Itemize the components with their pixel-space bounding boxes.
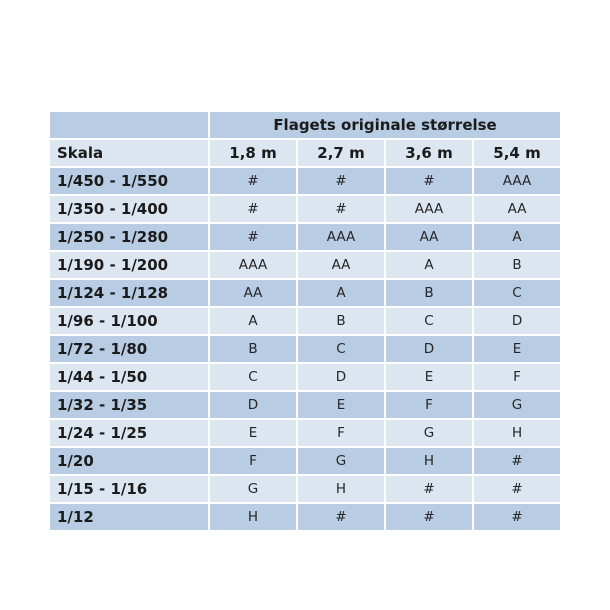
skala-cell: 1/96 - 1/100 [50,308,208,334]
table-title-row [50,112,560,138]
skala-cell: 1/12 [50,504,208,530]
skala-cell: 1/72 - 1/80 [50,336,208,362]
size-column-header: 2,7 m [298,140,384,166]
table-row [50,504,560,530]
skala-cell: 1/20 [50,448,208,474]
size-value-cell: # [298,504,384,530]
size-value-cell: B [298,308,384,334]
size-value-cell: H [210,504,296,530]
size-value-cell: C [298,336,384,362]
size-value-cell: AA [386,224,472,250]
size-value-cell: AAA [386,196,472,222]
size-value-cell: G [210,476,296,502]
size-value-cell: F [386,392,472,418]
table-row [50,196,560,222]
size-value-cell: C [474,280,560,306]
skala-cell: 1/190 - 1/200 [50,252,208,278]
size-value-cell: H [386,448,472,474]
size-value-cell: D [474,308,560,334]
size-value-cell: C [386,308,472,334]
size-value-cell: C [210,364,296,390]
size-value-cell: # [298,196,384,222]
size-value-cell: E [210,420,296,446]
size-value-cell: AAA [210,252,296,278]
table-row [50,364,560,390]
corner-blank-cell [50,112,208,138]
size-value-cell: # [386,504,472,530]
size-value-cell: # [474,504,560,530]
size-value-cell: F [210,448,296,474]
size-value-cell: AA [210,280,296,306]
size-value-cell: G [298,448,384,474]
table-row [50,224,560,250]
table-row [50,308,560,334]
size-value-cell: A [474,224,560,250]
size-value-cell: B [474,252,560,278]
size-value-cell: AAA [298,224,384,250]
size-value-cell: # [386,168,472,194]
size-value-cell: # [210,224,296,250]
size-value-cell: A [210,308,296,334]
size-value-cell: A [386,252,472,278]
size-value-cell: # [210,196,296,222]
table-row [50,336,560,362]
skala-column-header: Skala [50,140,208,166]
size-value-cell: F [298,420,384,446]
size-value-cell: D [210,392,296,418]
skala-cell: 1/450 - 1/550 [50,168,208,194]
size-value-cell: E [474,336,560,362]
size-value-cell: E [386,364,472,390]
table-row [50,420,560,446]
size-column-header: 3,6 m [386,140,472,166]
skala-cell: 1/250 - 1/280 [50,224,208,250]
size-value-cell: F [474,364,560,390]
skala-cell: 1/350 - 1/400 [50,196,208,222]
size-value-cell: AA [298,252,384,278]
size-value-cell: G [386,420,472,446]
column-header-row [50,140,560,166]
size-value-cell: B [210,336,296,362]
size-value-cell: D [386,336,472,362]
size-value-cell: # [298,168,384,194]
table-row [50,280,560,306]
table-row [50,448,560,474]
skala-cell: 1/24 - 1/25 [50,420,208,446]
size-value-cell: AA [474,196,560,222]
table-row [50,476,560,502]
skala-cell: 1/124 - 1/128 [50,280,208,306]
flag-scale-size-table [48,110,562,532]
size-value-cell: B [386,280,472,306]
size-column-header: 1,8 m [210,140,296,166]
skala-cell: 1/15 - 1/16 [50,476,208,502]
table-row [50,168,560,194]
size-value-cell: E [298,392,384,418]
size-value-cell: G [474,392,560,418]
size-value-cell: A [298,280,384,306]
table-row [50,252,560,278]
size-value-cell: # [386,476,472,502]
size-column-header: 5,4 m [474,140,560,166]
size-value-cell: # [474,448,560,474]
skala-cell: 1/32 - 1/35 [50,392,208,418]
table-row [50,392,560,418]
table-title: Flagets originale størrelse [210,112,560,138]
size-value-cell: # [210,168,296,194]
size-value-cell: H [474,420,560,446]
size-value-cell: # [474,476,560,502]
size-value-cell: D [298,364,384,390]
size-value-cell: AAA [474,168,560,194]
size-value-cell: H [298,476,384,502]
skala-cell: 1/44 - 1/50 [50,364,208,390]
